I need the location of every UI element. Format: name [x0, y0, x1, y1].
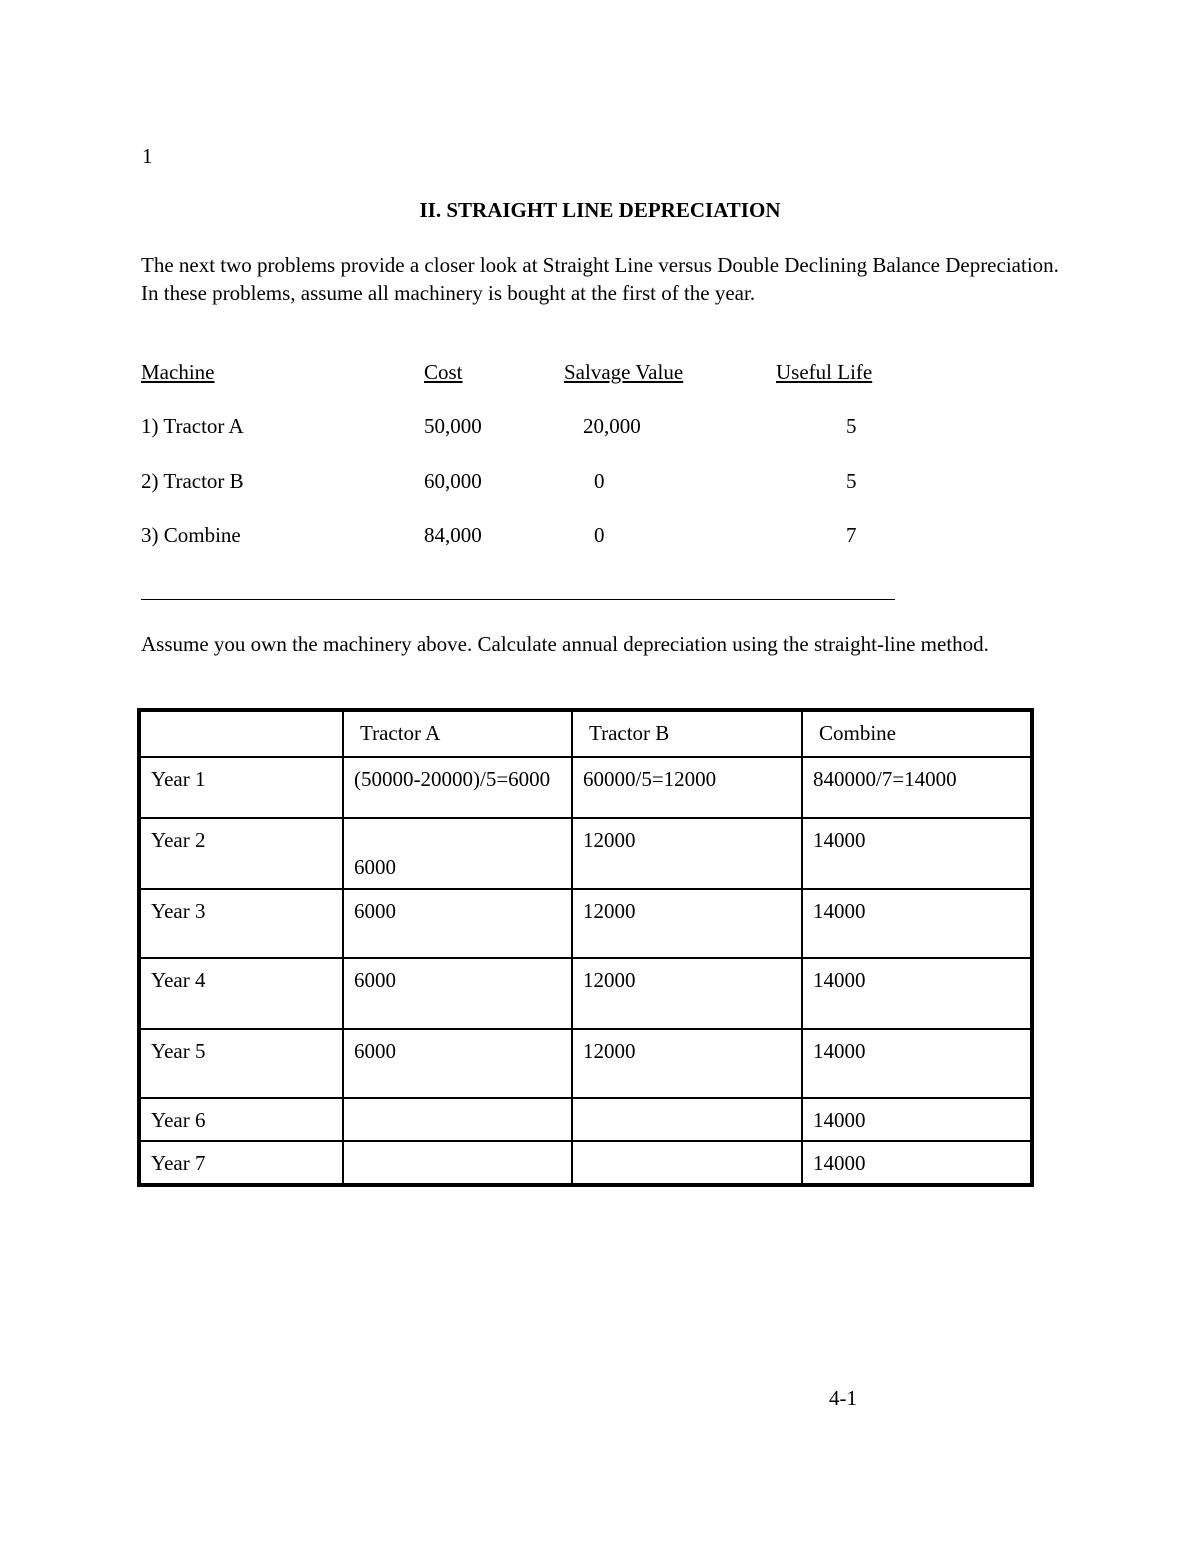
- tractor-a-cell: 6000: [343, 958, 572, 1029]
- table-row: [139, 757, 1032, 818]
- table-header-row: [139, 710, 1032, 757]
- table-row: [139, 889, 1032, 958]
- table-header-cell: Tractor A: [343, 710, 572, 757]
- machine-cost: 84,000: [424, 523, 482, 547]
- year-cell: Year 1: [139, 757, 343, 818]
- tractor-b-cell: 60000/5=12000: [572, 757, 802, 818]
- combine-cell: 14000: [802, 958, 1032, 1029]
- tractor-b-cell: 12000: [572, 889, 802, 958]
- machine-header: Machine: [141, 360, 215, 384]
- table-header-cell: Combine: [802, 710, 1032, 757]
- depreciation-table: [137, 708, 1034, 1187]
- year-cell: Year 3: [139, 889, 343, 958]
- page-number: 1: [142, 144, 153, 168]
- machine-cost: 60,000: [424, 469, 482, 493]
- combine-cell: 14000: [802, 1141, 1032, 1185]
- combine-cell: 840000/7=14000: [802, 757, 1032, 818]
- machine-cost: 50,000: [424, 414, 482, 438]
- tractor-a-cell: [343, 1098, 572, 1141]
- combine-cell: 14000: [802, 818, 1032, 889]
- machine-name: 3) Combine: [141, 523, 241, 547]
- table-row: [139, 1029, 1032, 1098]
- table-row: [139, 958, 1032, 1029]
- tractor-b-cell: 12000: [572, 818, 802, 889]
- machine-life: 7: [846, 523, 857, 547]
- machine-salvage: 0: [594, 523, 605, 547]
- machine-name: 1) Tractor A: [141, 414, 244, 438]
- tractor-a-cell: [343, 1141, 572, 1185]
- year-cell: Year 7: [139, 1141, 343, 1185]
- year-cell: Year 5: [139, 1029, 343, 1098]
- tractor-a-cell: (50000-20000)/5=6000: [343, 757, 572, 818]
- useful-life-header: Useful Life: [776, 360, 873, 384]
- table-header-cell: Tractor B: [572, 710, 802, 757]
- page-footer-number: 4-1: [829, 1386, 857, 1410]
- machine-name: 2) Tractor B: [141, 469, 244, 493]
- page-title: II. STRAIGHT LINE DEPRECIATION: [419, 198, 781, 222]
- combine-cell: 14000: [802, 1098, 1032, 1141]
- year-cell: Year 2: [139, 818, 343, 889]
- year-cell: Year 6: [139, 1098, 343, 1141]
- machine-life: 5: [846, 414, 857, 438]
- tractor-a-cell: 6000: [343, 818, 572, 889]
- combine-cell: 14000: [802, 1029, 1032, 1098]
- machine-salvage: 20,000: [583, 414, 641, 438]
- machine-life: 5: [846, 469, 857, 493]
- table-row: [139, 1141, 1032, 1185]
- year-cell: Year 4: [139, 958, 343, 1029]
- tractor-b-cell: [572, 1098, 802, 1141]
- section-divider: [141, 599, 895, 600]
- table-row: [139, 818, 1032, 889]
- combine-cell: 14000: [802, 889, 1032, 958]
- salvage-value-header: Salvage Value: [564, 360, 684, 384]
- tractor-a-cell: 6000: [343, 1029, 572, 1098]
- machine-salvage: 0: [594, 469, 605, 493]
- tractor-b-cell: 12000: [572, 1029, 802, 1098]
- table-header-cell: [139, 710, 343, 757]
- tractor-b-cell: [572, 1141, 802, 1185]
- tractor-a-cell: 6000: [343, 889, 572, 958]
- table-row: [139, 1098, 1032, 1141]
- instruction-paragraph: Assume you own the machinery above. Calculate annual depreciation using the straight-line method.: [141, 632, 989, 656]
- cost-header: Cost: [424, 360, 463, 384]
- intro-paragraph: The next two problems provide a closer look at Straight Line versus Double Declining Balance Depreciation. In these problems, assume all machinery is bought at the first of the year.: [141, 253, 1059, 305]
- tractor-b-cell: 12000: [572, 958, 802, 1029]
